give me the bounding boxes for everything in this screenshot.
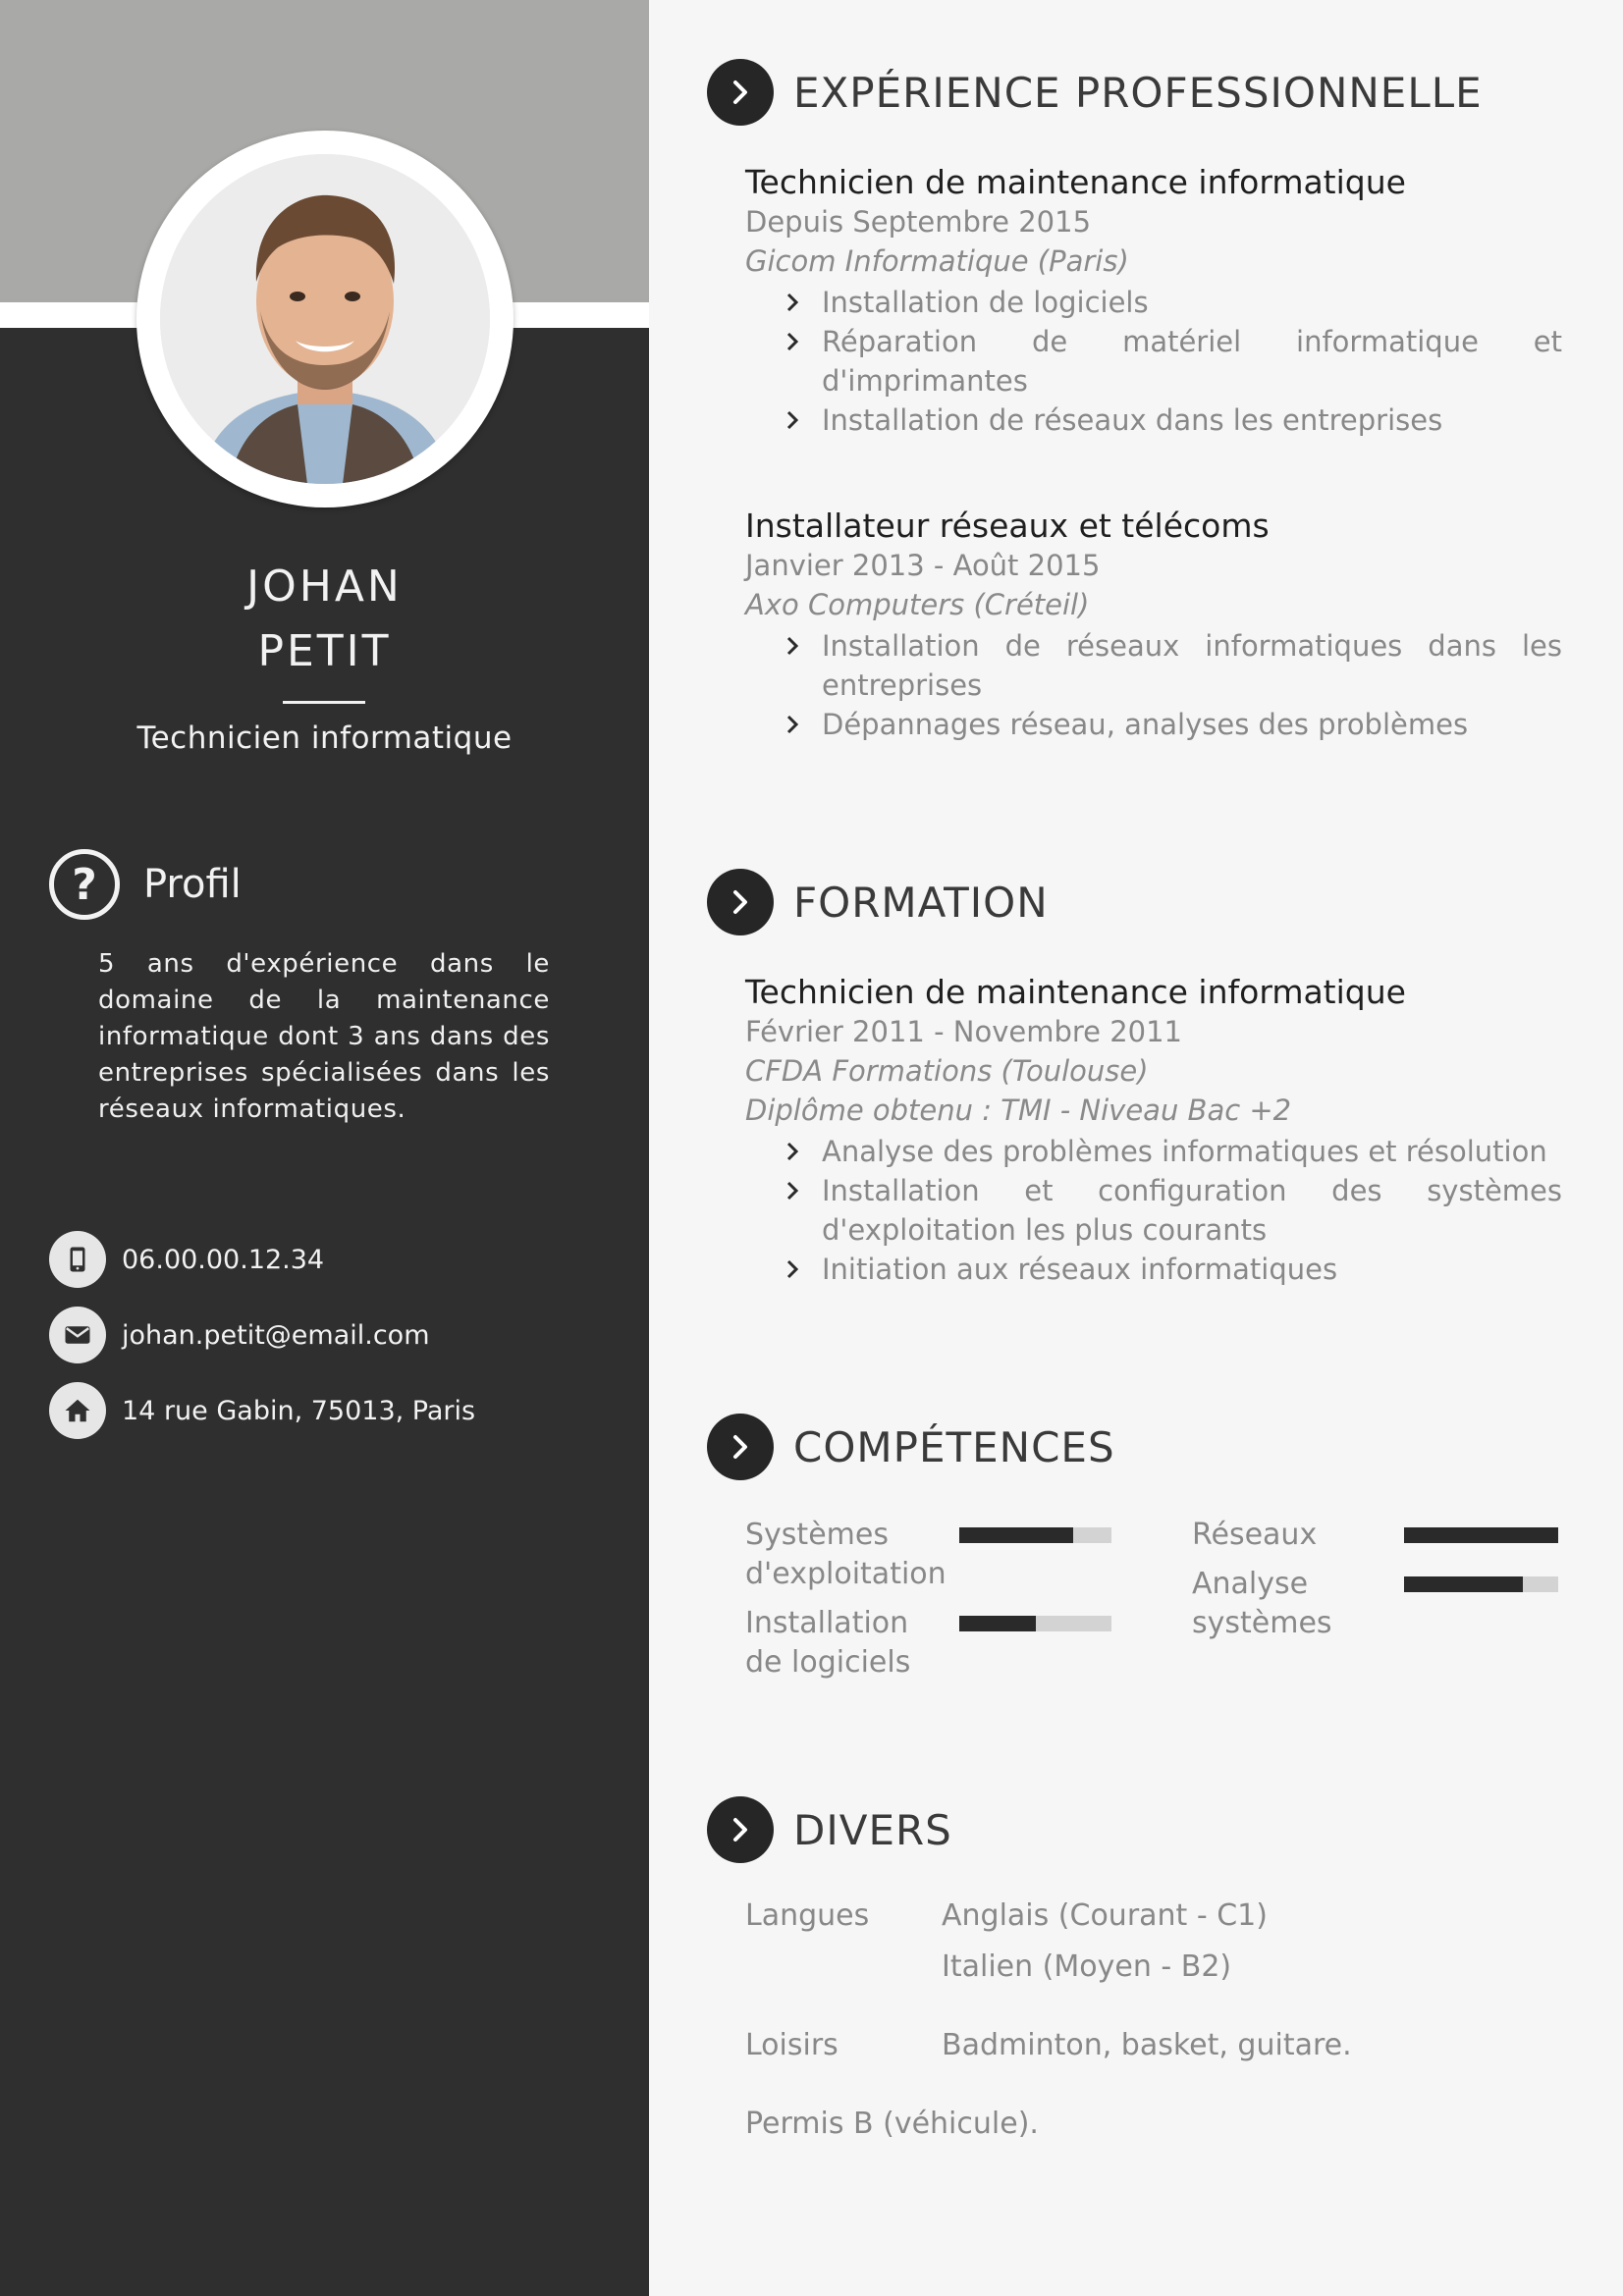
languages-label: Langues [745,1898,870,1933]
phone-icon [49,1231,106,1288]
skill-label: Analyse systèmes [1192,1567,1332,1640]
sidebar [0,0,649,2296]
home-icon [49,1382,106,1439]
education-degree: Technicien de maintenance informatique [745,973,1406,1011]
job-title: Technicien informatique [136,721,513,756]
contact-address [49,1382,475,1439]
chevron-right-icon [783,635,802,657]
task-text: Dépannages réseau, analyses des problèmes [822,708,1469,741]
job-tasks [745,626,1562,744]
chevron-right-icon [707,59,774,126]
task-text: Installation de réseaux informatiques dans les entreprises [822,629,1562,702]
skill-bar [1404,1576,1558,1592]
list-item [745,400,1562,440]
task-text: Installation de réseaux dans les entreprises [822,403,1443,437]
skill-level-fill [1404,1576,1523,1592]
chevron-right-icon [783,292,802,313]
skill-level-fill [959,1527,1073,1543]
job-position: Installateur réseaux et télécoms [745,507,1270,545]
question-circle-icon: ? [49,849,120,920]
profile-title: Profil [143,862,242,907]
job-position: Technicien de maintenance informatique [745,163,1406,201]
experience-title: EXPÉRIENCE PROFESSIONNELLE [793,68,1483,117]
misc-title: DIVERS [793,1805,952,1854]
skill-level-fill [959,1616,1036,1631]
topic-text: Analyse des problèmes informatiques et résolution [822,1135,1547,1168]
skill-bar [1404,1527,1558,1543]
profile-photo-frame [136,131,514,507]
chevron-right-icon [783,331,802,352]
education-title: FORMATION [793,878,1049,927]
contact-phone [49,1231,324,1288]
phone-number: 06.00.00.12.34 [122,1244,325,1275]
education-heading [707,869,1049,935]
portrait-illustration [160,154,490,484]
skill-label: Installation de logiciels [745,1606,911,1680]
list-item [745,1132,1562,1171]
skill-bar [959,1527,1111,1543]
profile-photo [160,154,490,484]
hobbies-value: Badminton, basket, guitare. [942,2028,1352,2062]
chevron-right-icon [707,869,774,935]
postal-address: 14 rue Gabin, 75013, Paris [122,1395,476,1426]
list-item [745,1171,1562,1250]
skill-label: Systèmes d'exploitation [745,1518,947,1591]
task-text: Réparation de matériel informatique et d'imprimantes [822,325,1562,398]
list-item [745,705,1562,744]
first-name: JOHAN [246,561,403,612]
topic-text: Installation et configuration des systèmes d'exploitation les plus courants [822,1174,1562,1247]
job-entry [745,507,1562,744]
chevron-right-icon [783,1141,802,1162]
chevron-right-icon [707,1796,774,1863]
topic-text: Initiation aux réseaux informatiques [822,1253,1338,1286]
list-item [745,283,1562,322]
chevron-right-icon [783,1258,802,1280]
list-item [745,626,1562,705]
misc-heading [707,1796,952,1863]
education-diploma: Diplôme obtenu : TMI - Niveau Bac +2 [745,1094,1292,1127]
job-dates: Janvier 2013 - Août 2015 [745,549,1101,582]
list-item [745,322,1562,400]
education-entry [745,973,1562,1289]
job-company: Axo Computers (Créteil) [745,588,1090,621]
skills-title: COMPÉTENCES [793,1422,1115,1471]
chevron-right-icon [707,1414,774,1480]
driving-license: Permis B (véhicule). [745,2107,1039,2141]
profile-summary: 5 ans d'expérience dans le domaine de la maintenance informatique dont 3 ans dans des entreprises spécialisées dans les réseaux informatiques. [98,949,550,1124]
education-school: CFDA Formations (Toulouse) [745,1054,1149,1088]
task-text: Installation de logiciels [822,286,1149,319]
chevron-right-icon [783,409,802,431]
last-name: PETIT [257,626,392,676]
list-item [745,1250,1562,1289]
language-item: Italien (Moyen - B2) [942,1949,1232,1984]
skill-level-fill [1404,1527,1558,1543]
job-company: Gicom Informatique (Paris) [745,244,1129,278]
profile-heading [49,846,242,923]
chevron-right-icon [783,1180,802,1201]
email-address: johan.petit@email.com [122,1319,430,1351]
language-item: Anglais (Courant - C1) [942,1898,1268,1933]
education-topics [745,1132,1562,1289]
skills-heading [707,1414,1115,1480]
job-tasks [745,283,1562,440]
skill-label: Réseaux [1192,1518,1318,1552]
experience-heading [707,59,1483,126]
chevron-right-icon [783,714,802,735]
job-dates: Depuis Septembre 2015 [745,205,1092,239]
envelope-icon [49,1307,106,1363]
skill-bar [959,1616,1111,1631]
contact-email [49,1307,430,1363]
job-entry [745,163,1562,440]
name-underline [283,701,365,704]
education-dates: Février 2011 - Novembre 2011 [745,1015,1183,1048]
hobbies-label: Loisirs [745,2028,839,2062]
